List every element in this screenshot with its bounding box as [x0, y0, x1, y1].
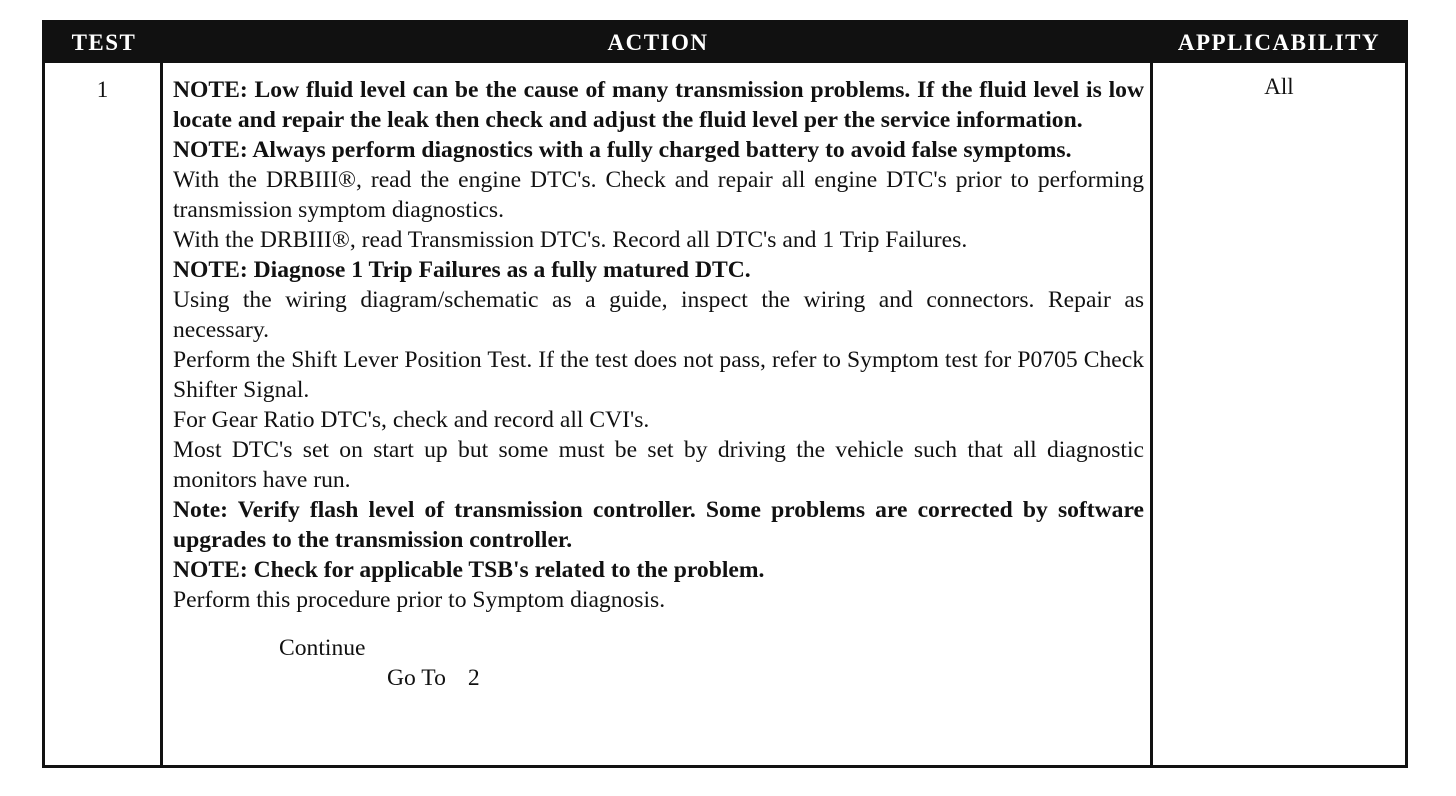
header-test: TEST [45, 23, 163, 63]
goto-target: 2 [467, 665, 480, 691]
action-note: NOTE: Diagnose 1 Trip Failures as a fully matured DTC. [173, 257, 751, 283]
action-step: With the DRBIII®, read Transmission DTC's. Record all DTC's and 1 Trip Failures. [173, 227, 968, 253]
applicability-cell: All [1264, 74, 1294, 99]
action-step: Perform the Shift Lever Position Test. If the test does not pass, refer to Symptom test for P0705 Check Shifter Signal. [173, 347, 1144, 403]
action-note: NOTE: Check for applicable TSB's related to the problem. [173, 557, 765, 583]
action-cell [163, 63, 1153, 765]
action-note: NOTE: Low fluid level can be the cause of many transmission problems. If the fluid level is low locate and repair the leak then check and adjust the fluid level per the service information. [173, 77, 1144, 133]
action-step: For Gear Ratio DTC's, check and record all CVI's. [173, 407, 650, 433]
diagnostic-table [42, 20, 1408, 768]
result-label: Continue [279, 635, 366, 661]
goto-instruction [387, 663, 1144, 693]
header-action: ACTION [163, 23, 1153, 63]
goto-label: Go To [387, 665, 446, 691]
action-note: NOTE: Always perform diagnostics with a fully charged battery to avoid false symptoms. [173, 137, 1072, 163]
action-step: Perform this procedure prior to Symptom diagnosis. [173, 587, 666, 613]
action-step: Most DTC's set on start up but some must be set by driving the vehicle such that all diagnostic monitors have run. [173, 437, 1144, 493]
test-number-cell: 1 [45, 63, 163, 765]
header-applicability: APPLICABILITY [1153, 23, 1405, 63]
action-note: Note: Verify flash level of transmission controller. Some problems are corrected by software upgrades to the transmission controller. [173, 497, 1144, 553]
action-step: With the DRBIII®, read the engine DTC's. Check and repair all engine DTC's prior to performing transmission symptom diagnostics. [173, 167, 1144, 223]
action-text-block [173, 75, 1144, 615]
action-step: Using the wiring diagram/schematic as a guide, inspect the wiring and connectors. Repair as necessary. [173, 287, 1144, 343]
